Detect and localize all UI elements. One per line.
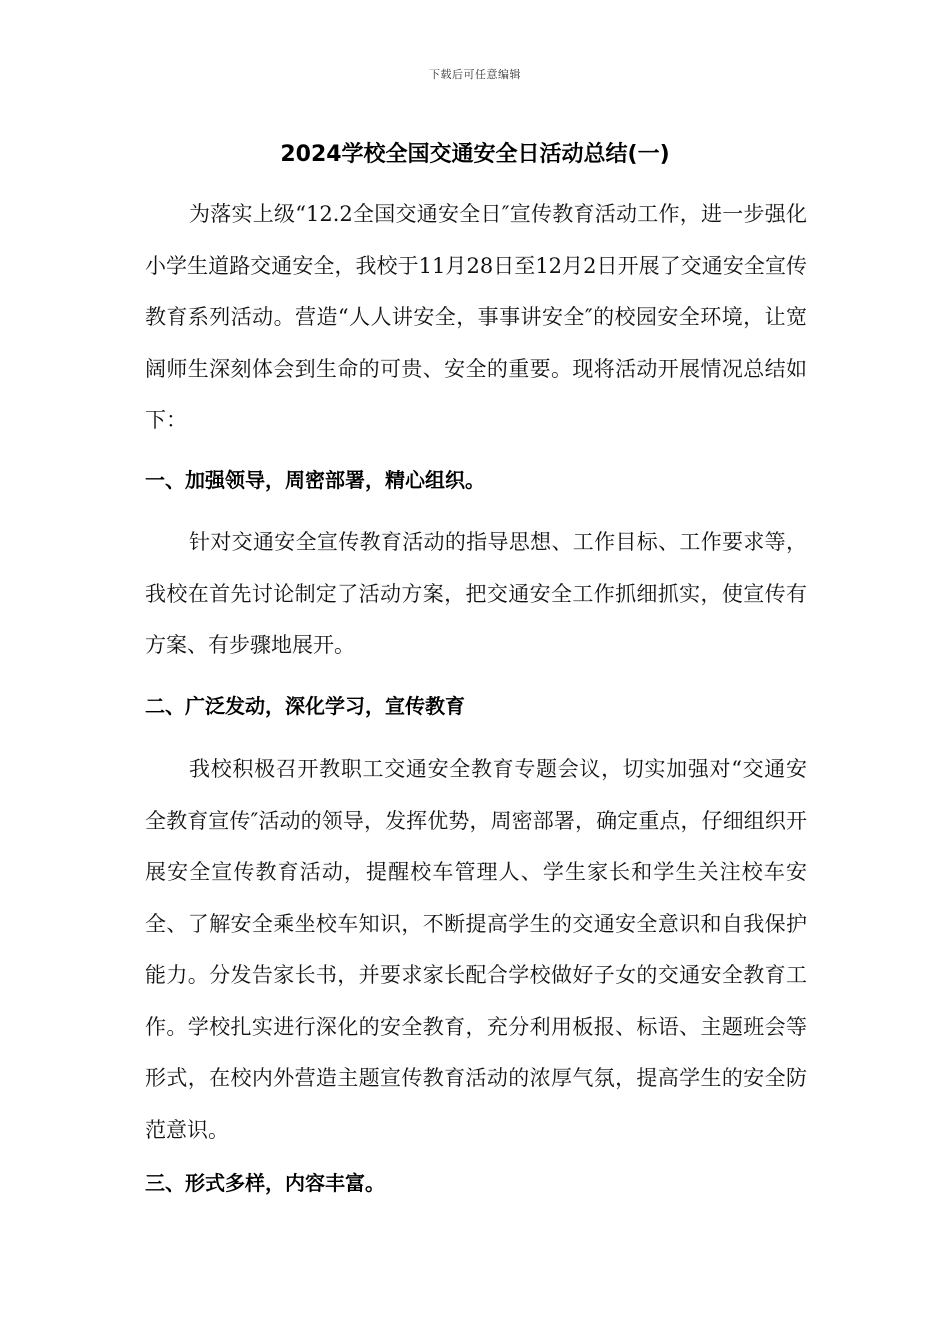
section-paragraph-1: 针对交通安全宣传教育活动的指导思想、工作目标、工作要求等，我校在首先讨论制定了活动方案，把交通安全工作抓细抓实，使宣传有方案、有步骤地展开。 xyxy=(145,530,807,657)
header-note: 下载后可任意编辑 xyxy=(429,68,521,81)
section-heading-3: 三、形式多样，内容丰富。 xyxy=(145,1171,385,1195)
document-title: 2024学校全国交通安全日活动总结(一) xyxy=(280,142,670,167)
section-heading-1: 一、加强领导，周密部署，精心组织。 xyxy=(145,468,485,492)
section-heading-2: 二、广泛发动，深化学习，宣传教育 xyxy=(145,694,465,718)
section-paragraph-2: 我校积极召开教职工交通安全教育专题会议，切实加强对“交通安全教育宣传″活动的领导，发挥优势，周密部署，确定重点，仔细组织开展安全宣传教育活动，提醒校车管理人、学生家长和学生关注校车安全、了解安全乘坐校车知识，不断提高学生的交通安全意识和自我保护能力。分发告家长书，并要求家长配合学校做好子女的交通安全教育工作。学校扎实进行深化的安全教育，充分利用板报、标语、主题班会等形式，在校内外营造主题宣传教育活动的浓厚气氛，提高学生的安全防范意识。 xyxy=(145,757,807,1142)
intro-paragraph: 为落实上级“12.2全国交通安全日″宣传教育活动工作，进一步强化小学生道路交通安全，我校于11月28日至12月2日开展了交通安全宣传教育系列活动。营造“人人讲安全，事事讲安全″的校园安全环境，让宽阔师生深刻体会到生命的可贵、安全的重要。现将活动开展情况总结如下： xyxy=(145,202,807,432)
